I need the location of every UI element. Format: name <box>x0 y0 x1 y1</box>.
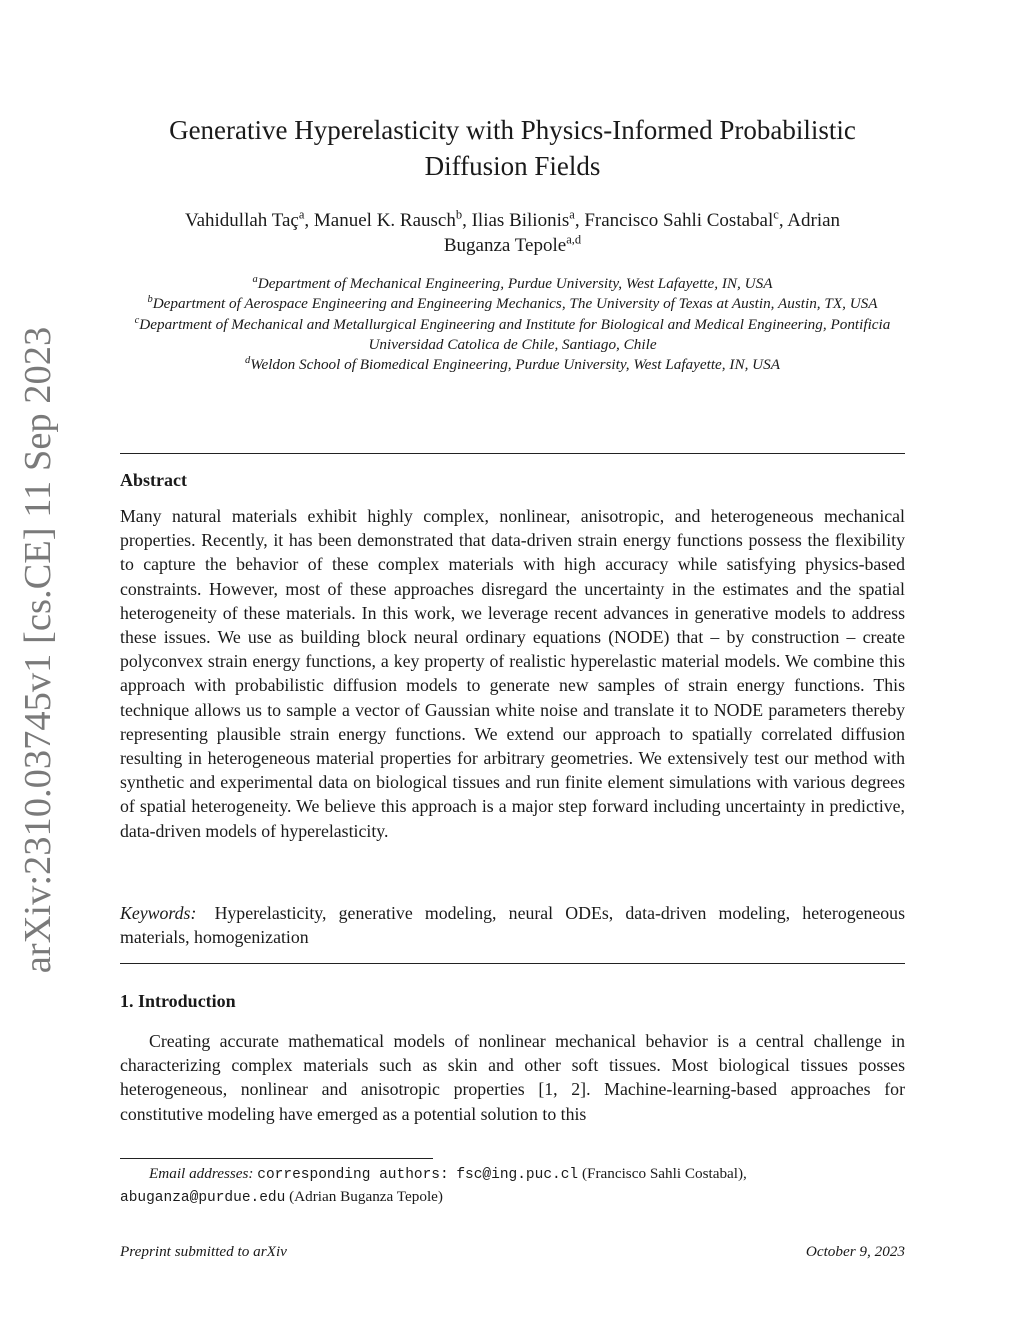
footer-preprint-note: Preprint submitted to arXiv <box>120 1243 287 1260</box>
email-owner: (Francisco Sahli Costabal), <box>581 1165 747 1182</box>
author-affiliation-mark: a,d <box>566 232 582 247</box>
abstract-bottom-rule <box>120 963 905 964</box>
author-list: Vahidullah Taç$^a$, Manuel K. Rausch$^b$, Ilias Bilionis$^a$, Francisco Sahli Costabal$^c$, Adrian Buganza Tepole$^{a,d}$ <box>184 207 841 256</box>
footer-date: October 9, 2023 <box>805 1243 905 1260</box>
introduction-heading: 1. Introduction <box>120 991 236 1011</box>
affiliation-text: Department of Aerospace Engineering and Engineering Mechanics, The University of Texas at Austin, Austin, TX, USA <box>152 295 878 313</box>
keywords-label: Keywords: <box>120 903 197 923</box>
keywords <box>120 901 905 949</box>
footnote-label: Email addresses: <box>149 1165 254 1182</box>
title-line-2: Diffusion Fields <box>424 151 601 181</box>
email-link[interactable]: abuganza@purdue.edu <box>120 1190 286 1206</box>
abstract-text: Many natural materials exhibit highly complex, nonlinear, anisotropic, and heterogeneous mechanical properties. Recently, it has been demonstrated that data-driven strain energy functions possess the flexibility to capture the behavior of these complex materials with high accuracy while satisfying physics-based constraints. However, most of these approaches disregard the uncertainty in the estimates and the spatial heterogeneity of these materials. In this work, we leverage recent advances in generative models to address these issues. We use as building block neural ordinary equations (NODE) that – by construction – create polyconvex strain energy functions, a key property of realistic hyperelastic material models. We combine this approach with probabilistic diffusion models to generate new samples of strain energy functions. This technique allows us to sample a vector of Gaussian white noise and translate it to NODE parameters thereby representing plausible strain energy functions. We extend our approach to spatially correlated diffusion resulting in heterogeneous material properties for arbitrary geometries. We extensively test our method with synthetic and experimental data on biological tissues and run finite element simulations with various degrees of spatial heterogeneity. We believe this approach is a major step forward including uncertainty in predictive, data-driven models of hyperelasticity. <box>120 506 905 841</box>
introduction-text: Creating accurate mathematical models of nonlinear mechanical behavior is a central challenge in characterizing complex materials such as skin and other soft tissues. Most biological tissues posses heterogeneous, nonlinear and anisotropic properties [1, 2]. Machine-learning-based approaches for constitutive modeling have emerged as a potential solution to this <box>120 1031 905 1124</box>
affiliation-mark: c <box>134 314 140 326</box>
affiliation-mark: b <box>147 294 153 306</box>
corresponding-label: corresponding authors: <box>257 1167 449 1183</box>
affiliation-item <box>120 355 905 375</box>
affiliation-item <box>120 315 905 356</box>
affiliation-item <box>120 274 905 294</box>
affiliation-text: Department of Mechanical and Metallurgical Engineering and Institute for Biological and Medical Engineering, Pontificia Universidad Catolica de Chile, Santiago, Chile <box>139 315 891 353</box>
author-name: Manuel K. Rausch <box>313 210 456 231</box>
arxiv-stamp-text: arXiv:2310.03745v1 [cs.CE] 11 Sep 2023 <box>17 326 59 974</box>
abstract-heading: Abstract <box>120 470 187 490</box>
author-affiliation-mark: a <box>298 207 305 222</box>
abstract-top-rule <box>120 453 905 454</box>
author-name: Ilias Bilionis <box>471 210 570 231</box>
email-link[interactable]: fsc@ing.puc.cl <box>456 1167 579 1183</box>
paper-title <box>120 112 905 184</box>
affiliation-mark: a <box>252 273 258 285</box>
affiliation-list <box>120 274 905 375</box>
affiliation-text: Department of Mechanical Engineering, Purdue University, West Lafayette, IN, USA <box>257 275 773 292</box>
footnote-rule <box>120 1158 433 1159</box>
author-affiliation-mark: b <box>455 207 463 222</box>
keywords-text: Hyperelasticity, generative modeling, neural ODEs, data-driven modeling, heterogeneous materials, homogenization <box>120 903 905 948</box>
author-affiliation-mark: c <box>773 207 779 222</box>
title-line-1: Generative Hyperelasticity with Physics-Informed Probabilistic <box>169 115 856 145</box>
author-name: Vahidullah Taç <box>184 210 299 231</box>
email-owner: (Adrian Buganza Tepole) <box>289 1188 443 1205</box>
author-affiliation-mark: a <box>569 207 575 222</box>
affiliation-mark: d <box>244 355 251 367</box>
affiliation-item <box>120 294 905 314</box>
author-name: Francisco Sahli Costabal <box>584 210 774 231</box>
footnote <box>120 1163 905 1209</box>
affiliation-text: Weldon School of Biomedical Engineering, Purdue University, West Lafayette, IN, USA <box>250 356 781 374</box>
